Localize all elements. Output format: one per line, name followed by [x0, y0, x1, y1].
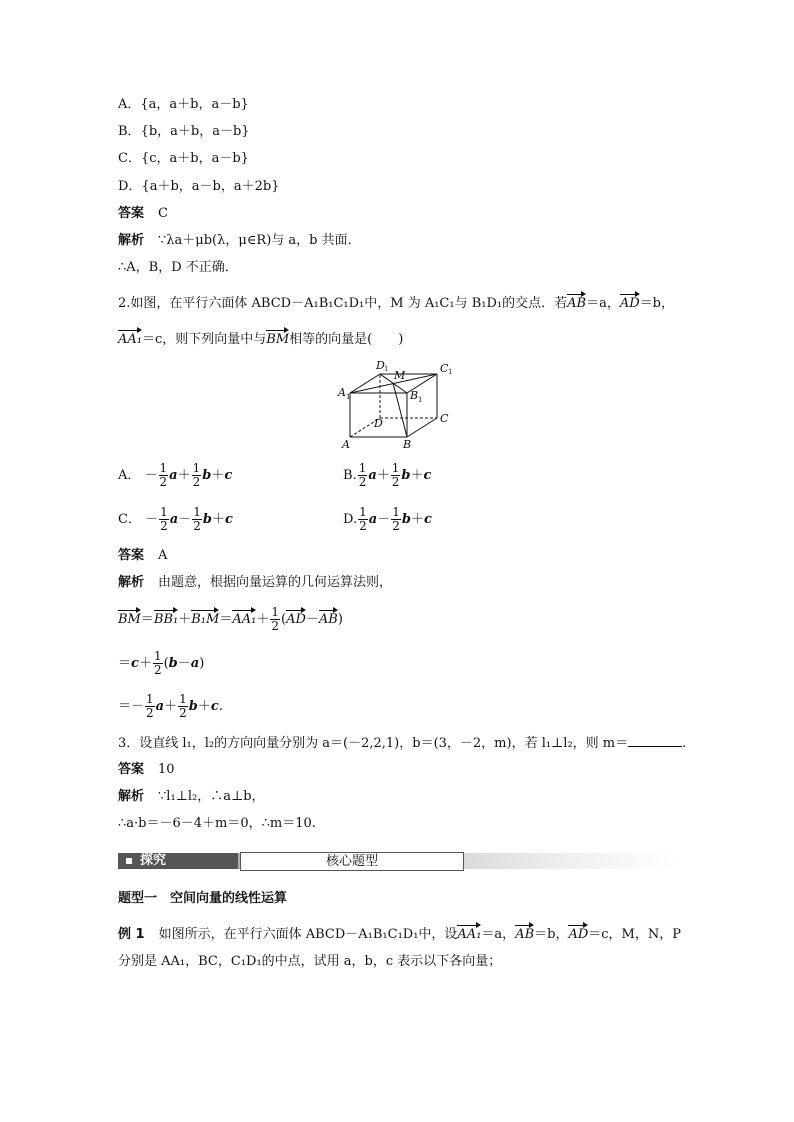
label-b1: B [410, 389, 419, 402]
label-c1: C [440, 362, 449, 375]
q3-analysis-1: 解析 ∵l₁⊥l₂，∴a⊥b， [118, 789, 265, 804]
section-title: 题型一 空间向量的线性运算 [118, 891, 288, 906]
label-d1: D [376, 359, 385, 372]
label-d1-sub: 1 [384, 365, 389, 373]
q2-stem-1: 2.如图，在平行六面体 ABCD－A₁B₁C₁D₁中，M 为 A₁C₁与 B₁D₁的交点．若AB＝a，AD＝b， [118, 296, 674, 311]
q1-analysis-2: ∴A，B，D 不正确． [118, 260, 238, 275]
example-line-1: 例 1 如图所示，在平行六面体 ABCD－A₁B₁C₁D₁中，设AA₁＝a，AB＝b，AD＝c，M，N，P [118, 927, 681, 942]
q2-analysis-2: BM＝BB₁＋B₁M＝AA₁＋ $\frac{1}{2}$ (AD－AB) [118, 605, 343, 633]
square-bullet-icon [126, 858, 132, 864]
q1-option-c: C．{c，a＋b，a－b} [118, 151, 249, 166]
q2-option-a: A． － $\frac{1}{2}$ a＋ $\frac{1}{2}$ b＋c [118, 461, 233, 489]
q2-analysis-4: ＝－ $\frac{1}{2}$ a＋ $\frac{1}{2}$ b＋c. [118, 692, 223, 720]
label-a1-sub: 1 [346, 393, 351, 401]
label-b: B [403, 438, 412, 450]
label-a1: A [338, 386, 346, 399]
q2-option-c: C． － $\frac{1}{2}$ a－ $\frac{1}{2}$ b＋c [118, 505, 233, 533]
label-a: A [342, 438, 350, 450]
label-m: M [394, 369, 406, 382]
q2-option-d: D. $\frac{1}{2}$ a－ $\frac{1}{2}$ b＋c [343, 505, 432, 533]
q1-option-b: B．{b，a＋b，a－b} [118, 124, 250, 139]
q1-analysis-1: 解析 ∵λa＋μb(λ，μ∈R)与 a，b 共面． [118, 233, 361, 248]
q3-answer: 答案 10 [118, 762, 175, 777]
q2-answer: 答案 A [118, 548, 168, 563]
q1-option-d: D．{a＋b，a－b，a＋2b} [118, 179, 280, 194]
label-b1-sub: 1 [418, 396, 423, 404]
example-line-2: 分别是 AA₁，BC，C₁D₁的中点，试用 a，b，c 表示以下各向量； [118, 954, 502, 969]
q1-option-a: A．{a，a＋b，a－b} [118, 97, 249, 112]
q2-stem-2: AA₁＝c，则下列向量中与BM相等的向量是( ) [118, 332, 404, 347]
banner-title: 核心题型 [240, 852, 464, 871]
q3-stem: 3．设直线 l₁，l₂的方向向量分别为 a＝(－2,2,1)，b＝(3，－2，m)，若 l₁⊥l₂，则 m＝ . [118, 736, 687, 751]
q3-analysis-2: ∴a·b＝－6－4＋m＝0，∴m＝10. [118, 816, 316, 831]
label-d: D [374, 417, 383, 430]
label-c1-sub: 1 [448, 368, 453, 376]
q2-analysis-1: 解析 由题意，根据向量运算的几何运算法则， [118, 575, 393, 590]
parallelepiped-figure [336, 352, 456, 450]
q2-analysis-3: ＝c＋ $\frac{1}{2}$ (b－a) [118, 649, 205, 677]
section-banner [118, 851, 678, 871]
label-c: C [440, 412, 449, 425]
q2-option-b: B. $\frac{1}{2}$ a＋ $\frac{1}{2}$ b＋c [343, 461, 432, 489]
answer-blank[interactable] [628, 734, 682, 747]
q1-answer: 答案 C [118, 206, 168, 221]
banner-tag: 探究 [140, 853, 167, 868]
